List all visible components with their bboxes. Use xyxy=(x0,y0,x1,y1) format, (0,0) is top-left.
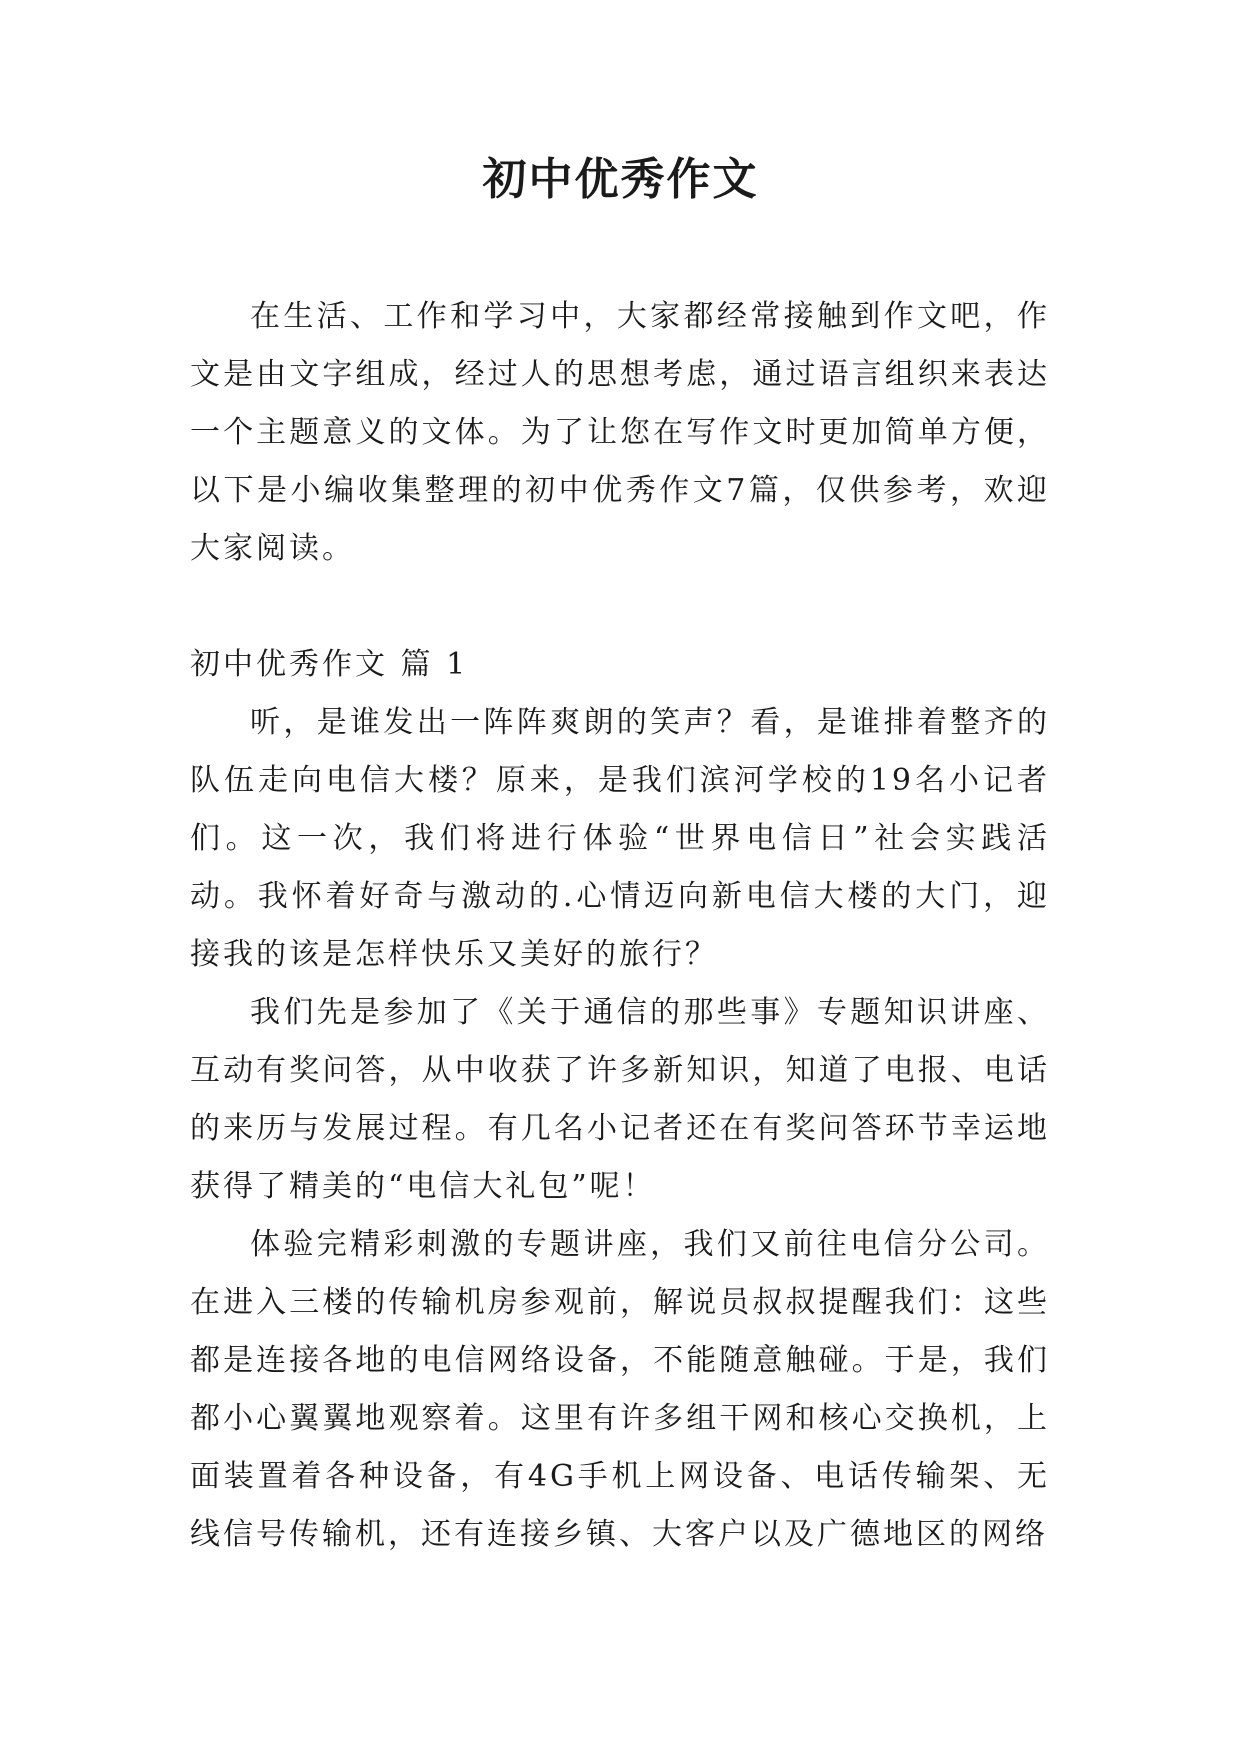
document-title: 初中优秀作文 xyxy=(482,154,759,205)
section-heading: 初中优秀作文 篇 1 xyxy=(190,647,469,682)
intro-paragraph: 在生活、工作和学习中，大家都经常接触到作文吧，作文是由文字组成，经过人的思想考虑，通过语言组织来表达一个主题意义的文体。为了让您在写作文时更加简单方便，以下是小编收集整理的初中优秀作文7篇，仅供参考，欢迎大家阅读。 xyxy=(190,299,1050,566)
document-body xyxy=(190,288,1050,1564)
body-paragraph-1: 听，是谁发出一阵阵爽朗的笑声？看，是谁排着整齐的队伍走向电信大楼？原来，是我们滨河学校的19名小记者们。这一次，我们将进行体验“世界电信日”社会实践活动。我怀着好奇与激动的.心情迈向新电信大楼的大门，迎接我的该是怎样快乐又美好的旅行？ xyxy=(190,705,1050,972)
body-paragraph-2: 我们先是参加了《关于通信的那些事》专题知识讲座、互动有奖问答，从中收获了许多新知识，知道了电报、电话的来历与发展过程。有几名小记者还在有奖问答环节幸运地获得了精美的“电信大礼包”呢！ xyxy=(190,995,1050,1204)
body-paragraph-3: 体验完精彩刺激的专题讲座，我们又前往电信分公司。在进入三楼的传输机房参观前，解说员叔叔提醒我们：这些都是连接各地的电信网络设备，不能随意触碰。于是，我们都小心翼翼地观察着。这里有许多组干网和核心交换机，上面装置着各种设备，有4G手机上网设备、电话传输架、无线信号传输机，还有连接乡镇、大客户以及广德地区的网络 xyxy=(190,1227,1050,1552)
